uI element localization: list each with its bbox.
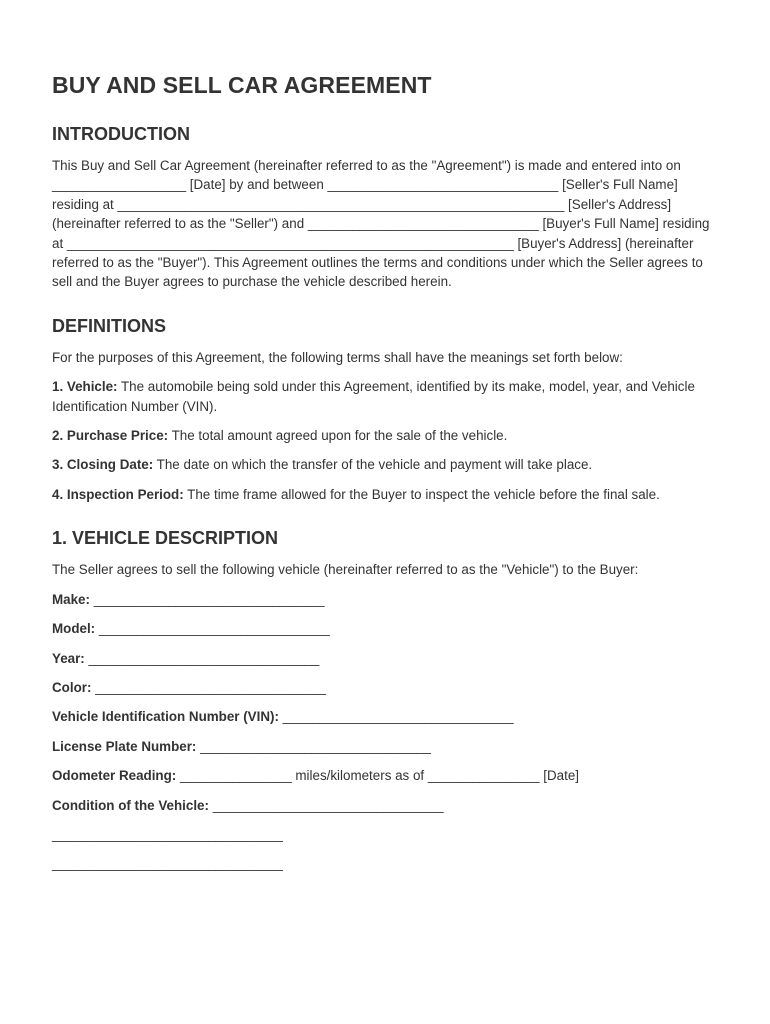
definition-term: 4. Inspection Period: <box>52 486 184 502</box>
definition-text: The automobile being sold under this Agreement, identified by its make, model, year, and Vehicle Identification Number (VIN). <box>52 379 695 414</box>
definition-term: 3. Closing Date: <box>52 457 154 473</box>
vehicle-description-heading: 1. VEHICLE DESCRIPTION <box>52 528 279 549</box>
definition-item <box>52 485 720 504</box>
vehicle-field-model <box>52 619 720 638</box>
definition-text: The time frame allowed for the Buyer to inspect the vehicle before the final sale. <box>183 486 660 502</box>
field-label: Condition of the Vehicle: <box>52 797 209 813</box>
vehicle-field-odometer <box>52 766 720 785</box>
document-title: BUY AND SELL CAR AGREEMENT <box>52 72 432 98</box>
field-blank: _______________________________ <box>278 709 514 725</box>
field-blank: _______________ miles/kilometers as of _______________ [Date] <box>176 768 580 784</box>
definitions-lead: For the purposes of this Agreement, the following terms shall have the meanings set forth below: <box>52 349 623 365</box>
introduction-heading: INTRODUCTION <box>52 124 190 144</box>
document-page <box>52 70 720 874</box>
field-blank: _______________________________ <box>208 797 444 813</box>
vehicle-description-lead: The Seller agrees to sell the following vehicle (hereinafter referred to as the "Vehicle") to the Buyer: <box>52 562 639 578</box>
definition-text: The total amount agreed upon for the sale of the vehicle. <box>168 428 508 444</box>
vehicle-field-color <box>52 678 720 697</box>
field-label: Model: <box>52 621 96 637</box>
definition-item <box>52 426 720 445</box>
vehicle-field-vin <box>52 707 720 726</box>
field-label: Vehicle Identification Number (VIN): <box>52 709 279 725</box>
field-blank: _______________________________ <box>84 650 320 666</box>
blank-line: _______________________________ <box>52 856 283 872</box>
field-label: License Plate Number: <box>52 738 197 754</box>
field-label: Odometer Reading: <box>52 768 177 784</box>
field-blank: _______________________________ <box>89 591 325 607</box>
definition-term: 2. Purchase Price: <box>52 428 169 444</box>
field-label: Color: <box>52 679 92 695</box>
definition-item <box>52 455 720 474</box>
definition-item <box>52 377 720 416</box>
definitions-heading: DEFINITIONS <box>52 315 167 336</box>
definition-text: The date on which the transfer of the vehicle and payment will take place. <box>153 457 593 473</box>
definition-term: 1. Vehicle: <box>52 379 118 395</box>
vehicle-field-license-plate <box>52 737 720 756</box>
field-label: Make: <box>52 591 90 607</box>
field-blank: _______________________________ <box>91 679 327 695</box>
field-blank: _______________________________ <box>196 738 431 754</box>
vehicle-field-condition <box>52 796 720 815</box>
introduction-paragraph: This Buy and Sell Car Agreement (hereinafter referred to as the "Agreement") is made and entered into on __________________ [Date] by and between _______________________________ [Seller's Full Name] residing at ____________________________________________________________ [Seller's Address] (hereinafter referred to as the "Seller") and _______________________________ [Buyer's Full Name] residing at ____________________________________________________________ [Buyer's Address] (hereinafter referred to as the "Buyer"). This Agreement outlines the terms and conditions under which the Seller agrees to sell and the Buyer agrees to purchase the vehicle described herein. <box>52 158 710 290</box>
field-label: Year: <box>52 650 85 666</box>
blank-line: _______________________________ <box>52 826 283 842</box>
vehicle-field-year <box>52 649 720 668</box>
vehicle-field-make <box>52 590 720 609</box>
field-blank: _______________________________ <box>95 621 330 637</box>
